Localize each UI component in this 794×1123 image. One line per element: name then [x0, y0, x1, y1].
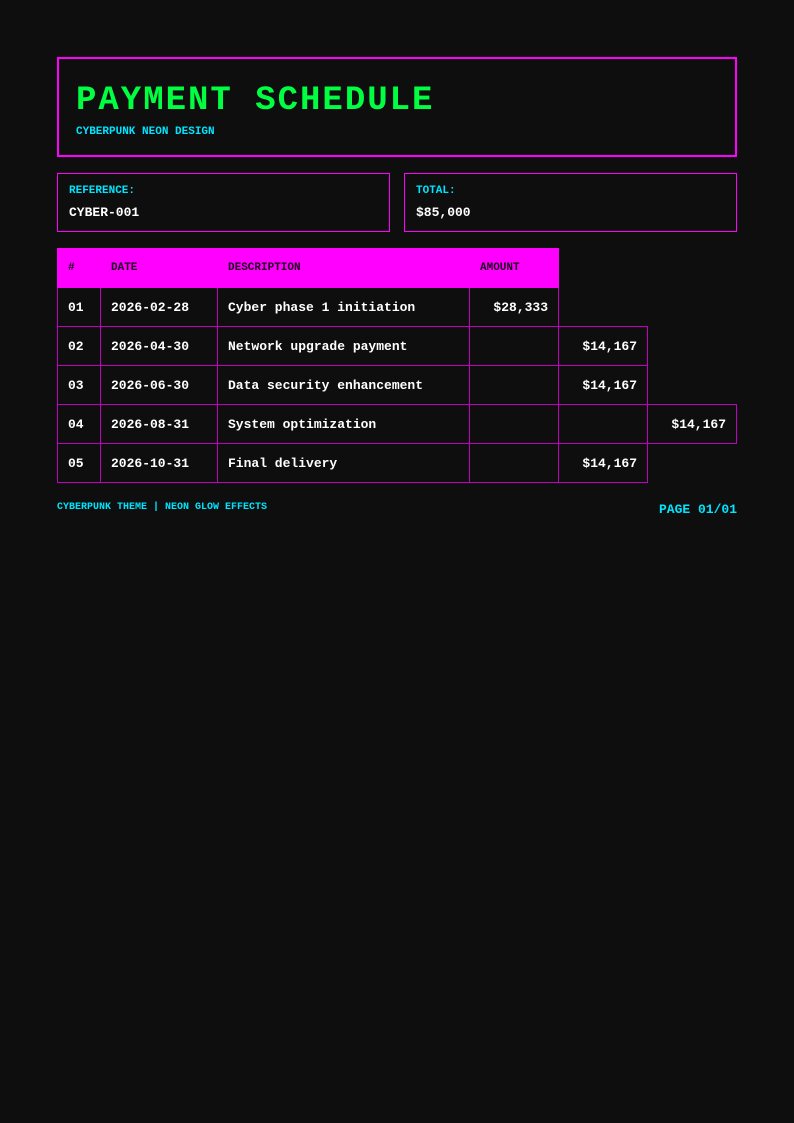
row-date: 2026-08-31 — [101, 405, 218, 444]
table-row — [58, 444, 737, 483]
table-header-row — [58, 249, 737, 288]
row-date: 2026-04-30 — [101, 327, 218, 366]
empty-amount-cell — [470, 327, 559, 366]
empty-amount-cell — [559, 405, 648, 444]
empty-cell — [648, 444, 737, 483]
row-amount: $14,167 — [648, 405, 737, 444]
page-number: PAGE 01/01 — [658, 502, 737, 517]
row-number: 05 — [58, 444, 101, 483]
table-row — [58, 366, 737, 405]
reference-panel — [57, 173, 390, 232]
total-value: $85,000 — [416, 205, 471, 220]
header-date: DATE — [101, 249, 218, 288]
row-amount: $14,167 — [559, 366, 648, 405]
empty-cell — [648, 288, 737, 327]
row-amount: $28,333 — [470, 288, 559, 327]
table-row — [58, 405, 737, 444]
header-panel — [57, 57, 737, 157]
row-description: System optimization — [218, 405, 470, 444]
reference-label: REFERENCE: — [69, 185, 136, 197]
total-label: TOTAL: — [416, 185, 456, 197]
footer-theme-note: CYBERPUNK THEME | NEON GLOW EFFECTS — [57, 502, 268, 513]
row-number: 02 — [58, 327, 101, 366]
reference-value: CYBER-001 — [69, 205, 140, 220]
empty-cell — [559, 288, 648, 327]
empty-cell — [648, 327, 737, 366]
empty-cell — [648, 366, 737, 405]
header-amount: AMOUNT — [470, 249, 559, 288]
table-row — [58, 288, 737, 327]
row-number: 01 — [58, 288, 101, 327]
page-title: PAYMENT SCHEDULE — [76, 82, 435, 120]
empty-amount-cell — [470, 444, 559, 483]
empty-amount-cell — [470, 366, 559, 405]
table-row — [58, 327, 737, 366]
row-amount: $14,167 — [559, 327, 648, 366]
row-date: 2026-10-31 — [101, 444, 218, 483]
row-number: 03 — [58, 366, 101, 405]
row-description: Final delivery — [218, 444, 470, 483]
total-panel — [404, 173, 737, 232]
empty-amount-cell — [470, 405, 559, 444]
row-description: Cyber phase 1 initiation — [218, 288, 470, 327]
payment-schedule-table — [57, 248, 737, 483]
header-description: DESCRIPTION — [218, 249, 470, 288]
page-subtitle: CYBERPUNK NEON DESIGN — [76, 126, 215, 138]
row-date: 2026-02-28 — [101, 288, 218, 327]
row-number: 04 — [58, 405, 101, 444]
empty-cell — [648, 249, 737, 288]
empty-cell — [559, 249, 648, 288]
header-number: # — [58, 249, 101, 288]
row-description: Data security enhancement — [218, 366, 470, 405]
row-date: 2026-06-30 — [101, 366, 218, 405]
row-description: Network upgrade payment — [218, 327, 470, 366]
row-amount: $14,167 — [559, 444, 648, 483]
